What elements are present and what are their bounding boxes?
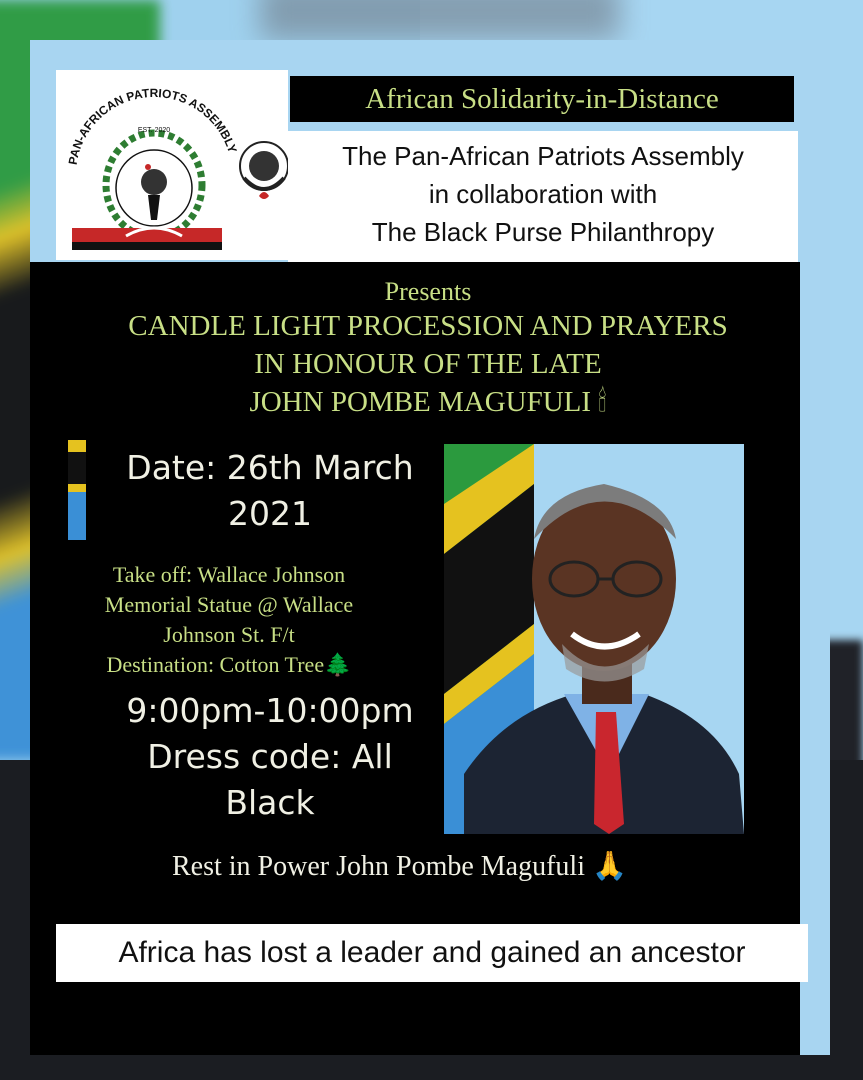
candle-row: 🕯🕯🕯🕯: [360, 885, 424, 918]
collab-line-3: The Black Purse Philanthropy: [371, 217, 715, 247]
event-title-line-3: JOHN POMBE MAGUFULI 🕯: [249, 386, 607, 418]
take-off-line-1: Take off: Wallace Johnson: [112, 562, 346, 587]
bottom-panel: [56, 982, 800, 1055]
event-series-title: African Solidarity-in-Distance: [290, 76, 794, 122]
destination: Destination: Cotton Tree🌲: [106, 652, 352, 677]
take-off-line-3: Johnson St. F/t: [163, 622, 295, 647]
closing-quote: Africa has lost a leader and gained an ancestor: [56, 924, 808, 982]
tribute-line: Rest in Power John Pombe Magufuli 🙏: [150, 838, 770, 896]
route-details: [44, 560, 414, 680]
logo-arc-text: PAN-AFRICAN PATRIOTS ASSEMBLY: [65, 85, 240, 166]
pan-african-logo-icon: [56, 70, 288, 260]
presents-block: [56, 262, 800, 442]
collab-line-2: in collaboration with: [428, 179, 658, 209]
event-title-line-2: IN HONOUR OF THE LATE: [254, 348, 602, 380]
portrait-image: [444, 444, 744, 834]
date-line-2: 2021: [228, 494, 312, 533]
portrait-photo: [444, 444, 744, 834]
event-time: 9:00pm-10:00pm: [126, 691, 414, 730]
time-and-dress: [100, 688, 440, 826]
dress-line-2: Black: [225, 783, 315, 822]
collaboration-block: [288, 131, 798, 262]
presents-label: Presents: [384, 277, 472, 306]
event-title-line-1: CANDLE LIGHT PROCESSION AND PRAYERS: [128, 310, 728, 342]
flag-stub-icon: [68, 440, 86, 540]
date-line-1: Date: 26th March: [126, 448, 414, 487]
event-date: [100, 445, 440, 537]
logo-panel: [56, 70, 288, 260]
take-off-line-2: Memorial Statue @ Wallace: [104, 592, 354, 617]
svg-text:EST. 2020: EST. 2020: [137, 127, 171, 134]
collab-line-1: The Pan-African Patriots Assembly: [342, 141, 744, 171]
dress-line-1: Dress code: All: [147, 737, 393, 776]
background-blur: [260, 0, 620, 40]
